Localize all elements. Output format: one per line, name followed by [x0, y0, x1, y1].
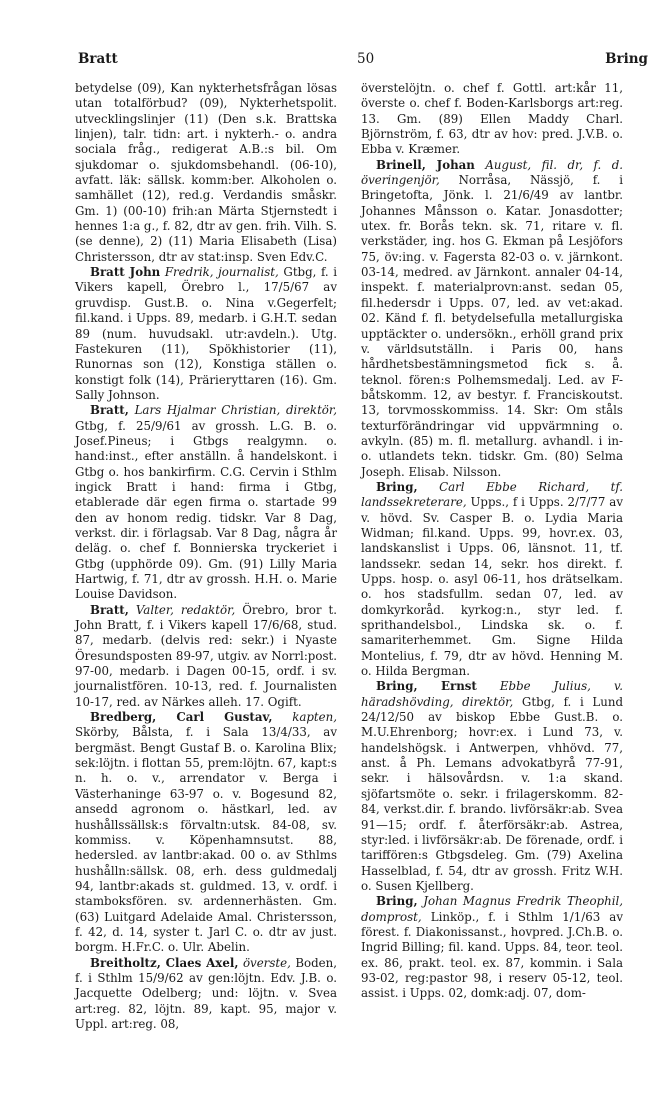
page-number: 50: [357, 51, 375, 67]
right-column: [361, 81, 623, 1002]
entry-title: Valter, redaktör,: [135, 602, 236, 617]
entry-text: betydelse (09), Kan nykterhetsfrågan lösas utan totalförbud? (09), Nykterhetspolit. utvecklingslinjer (11) (Den s.k. Brattska linjen), talr. tidn: art. i nykterh.- o. andra sociala fråg., redigerat A.B.:s bil. Om sjukdomar o. sjukdomsbehandl. (06-10), avfatt. läk: sällsk. komm:ber. Alkoholen o. samhället (12), red.g. Verdandis småskr. Gm. 1) (00-10) frih:an Märta Stjernstedt i hennes 1:a g., f. 82, dtr av gen. frih. Vilh. S. (se denne), 2) (11) Maria Elisabeth (Lisa) Christersson, dtr av stat:insp. Sven Edv.C.: [75, 81, 337, 264]
entry-title: August, fil. dr, f. d. överingenjör,: [361, 157, 623, 188]
entry: [75, 265, 337, 403]
entry-text: Boden, f. i Sthlm 15/9/62 av gen:löjtn. Edv. J.B. o. Jacquette Odelberg; und: löjtn. v. Svea art:reg. 82, löjtn. 89, kapt. 95, major v. Uppl. art:reg. 08,: [75, 955, 338, 1031]
entry-name: Bring,: [376, 894, 418, 909]
entry-name: Bring,: [376, 479, 418, 494]
entry-name: Bring, Ernst: [376, 679, 477, 694]
page-header: [78, 51, 648, 71]
entry-name: Bratt,: [90, 602, 129, 617]
entry-text: Norråsa, Nässjö, f. i Bringetofta, Jönk. l. 21/6/49 av lantbr. Johannes Månsson o. Katar. Jonasdotter; utex. fr. Borås tekn. sk. 71, ritare v. fl. verkstäder, ing. hos G. Ekman på Lesjöfors 75, öv:ing. v. Fagersta 82-03 o. v. järnkont. 03-14, medred. av Järnkont. annaler 04-14, inspekt. f. materialprovn:anst. sedan 05, fil.hedersdr i Upps. 07, led. av vet:akad. 02. Känd f. fl. betydelsefulla metallurgiska upptäckter o. undersökn., erhöll grand prix v. världsutställn. i Paris 00, hans hårdhetsbestämningsmetod fick s. å. teknol. fören:s Polhemsmedalj. Led. av F-båtskomm. 12, av bestyr. f. Franciskoutst. 13, torvmosskommiss. 14. Skr: Om ståls texturförändringar vid uppvärmning o. avkyln. (85) m. fl. metallurg. avhandl. i in- o. utlandets tekn. tidskr. Gm. (80) Selma Joseph. Elisab. Nilsson.: [361, 173, 624, 479]
entry-text: överstelöjtn. o. chef f. Gottl. art:kår 11, överste o. chef f. Boden-Karlsborgs art:reg. 13. Gm. (89) Ellen Maddy Charl. Björnström, f. 63, dtr av hov: pred. J.V.B. o. Ebba v. Kræmer.: [361, 81, 623, 157]
entry: [75, 403, 337, 602]
entry-title: Lars Hjalmar Christian, direktör,: [134, 403, 338, 418]
entry-text: Örebro, bror t. John Bratt, f. i Vikers kapell 17/6/68, stud. 87, medarb. (delvis red: sekr.) i Nyaste Öresundsposten 89-97, utgiv. av Norrl:post. 97-00, medarb. i Dagen 00-15, ordf. i sv. journalistfören. 10-13, red. f. Journalisten 10-17, red. av Närkes alleh. 17. Ogift.: [75, 602, 338, 709]
entry-title: Carl Ebbe Richard, tf. landssekreterare,: [361, 479, 624, 510]
entry-title: kapten,: [292, 710, 337, 725]
entry: [361, 894, 623, 1001]
entry-title: Fredrik, journalist,: [164, 265, 279, 280]
entry-name: Breitholtz, Claes Axel,: [90, 955, 239, 970]
entry: [75, 956, 337, 1033]
entry-name: Bratt,: [90, 403, 129, 418]
entry-text: Skörby, Bålsta, f. i Sala 13/4/33, av bergmäst. Bengt Gustaf B. o. Karolina Blix; sek:löjtn. i flottan 55, prem:löjtn. 67, kapt:s n. h. o. v., arrendator v. Berga i Västerhaninge 63-97 o. v. Bogesund 82, ansedd agronom o. hästkarl, led. av hushållssällsk:s förvaltn:utsk. 84-08, sv. kommiss. v. Köpenhamnsutst. 88, hedersled. av lantbr:akad. 00 o. av Sthlms hushålln:sällsk. 08, erh. dess guldmedalj 94, lantbr:akads st. guldmed. 13, v. ordf. i stamboksfören. sv. ardennerhästen. Gm. (63) Luitgard Adelaide Amal. Christersson, f. 42, d. 14, syster t. Jarl C. o. dtr av just. borgm. H.Fr.C. o. Ulr. Abelin.: [75, 725, 337, 955]
entry-name: Bratt John: [90, 265, 161, 280]
header-right-keyword: Bring: [605, 51, 648, 67]
left-column: [75, 81, 337, 1032]
entry-title: Johan Magnus Fredrik Theophil, domprost,: [361, 894, 623, 924]
entry: [75, 81, 337, 265]
entry-text: Gtbg, f. 25/9/61 av grossh. L.G. B. o. Josef.Pineus; i Gtbgs realgymn. o. hand:inst., efter anställn. å handelskont. i Gtbg o. hos bankirfirm. C.G. Cervin i Sthlm ingick Bratt i hand: firma i Gtbg, etablerade där egen firma o. startade 99 den av honom redig. tidskr. Var 8 Dag, verkst. dir. i förlagsab. Var 8 Dag, några år deläg. o. chef f. Bonnierska tryckeriet i Gtbg (upphörde 09). Gm. (91) Lilly Maria Hartwig, f. 71, dtr av grossh. H.H. o. Marie Louise Davidson.: [75, 418, 337, 602]
entry-title: Ebbe Julius, v. häradshövding, direktör,: [361, 679, 623, 709]
entry: [75, 603, 337, 710]
entry-name: Bredberg, Carl Gustav,: [90, 710, 273, 725]
entry: [361, 679, 623, 894]
entry-title: överste,: [242, 955, 291, 970]
entry-name: Brinell, Johan: [376, 157, 475, 172]
entry-text: Gtbg, f. i Lund 24/12/50 av biskop Ebbe Gust.B. o. M.U.Ehrenborg; hovr:ex. i Lund 73, v. handelshögsk. i Antwerpen, vhhövd. 77, anst. å Ph. Lemans advokatbyrå 77-91, sekr. i hälsovårdsn. v. 1:a skand. sjöfartsmöte o. sekr. i frilagerskomm. 82-84, verkst.dir. f. brando. livförsäkr:ab. Svea 91—15; ordf. f. återförsäkr:ab. Astrea, styr:led. i livförsäkr:ab. De förenade, ordf. i tariffören:s Gtbgsdeleg. Gm. (79) Axelina Hasselblad, f. 54, dtr av grossh. Fritz W.H. o. Susen Kjellberg.: [361, 694, 624, 893]
entry: [361, 480, 623, 679]
entry-text: Linköp., f. i Sthlm 1/1/63 av förest. f. Diakonissanst., hovpred. J.Ch.B. o. Ingrid Billing; fil. kand. Upps. 84, teor. teol. ex. 86, prakt. teol. ex. 87, kommin. i Sala 93-02, reg:pastor 98, i reserv 05-12, teol. assist. i Upps. 02, domk:adj. 07, dom-: [361, 909, 623, 1001]
entry-text: Gtbg, f. i Vikers kapell, Örebro l., 17/5/67 av gruvdisp. Gust.B. o. Nina v.Gegerfelt; fil.kand. i Upps. 89, medarb. i G.H.T. sedan 89 (num. huvudsakl. utr:avdeln.). Utg. Fastekuren (11), Spökhistorier (11), Runornas son (12), Konstiga ställen o. konstigt folk (14), Prärieryttaren (16). Gm. Sally Johnson.: [75, 265, 338, 402]
entry: [75, 710, 337, 956]
entry: [361, 158, 623, 480]
header-left-keyword: Bratt: [78, 51, 118, 67]
entry: [361, 81, 623, 158]
entry-text: Upps., f i Upps. 2/7/77 av v. hövd. Sv. Casper B. o. Lydia Maria Widman; fil.kand. Upps. 99, hovr.ex. 03, landskanslist i Upps. 06, länsnot. 11, tf. landssekr. sedan 14, sekr. hos direkt. f. Upps. hosp. o. asyl 06-11, hos drätselkam. o. hos stadsfullm. sedan 07, led. av domkyrkoråd. kyrkog:n., styr led. f. sprithandelsbol., Lindska sk. o. f. samariterhemmet. Gm. Signe Hilda Montelius, f. 79, dtr av hövd. Henning M. o. Hilda Bergman.: [361, 495, 623, 679]
